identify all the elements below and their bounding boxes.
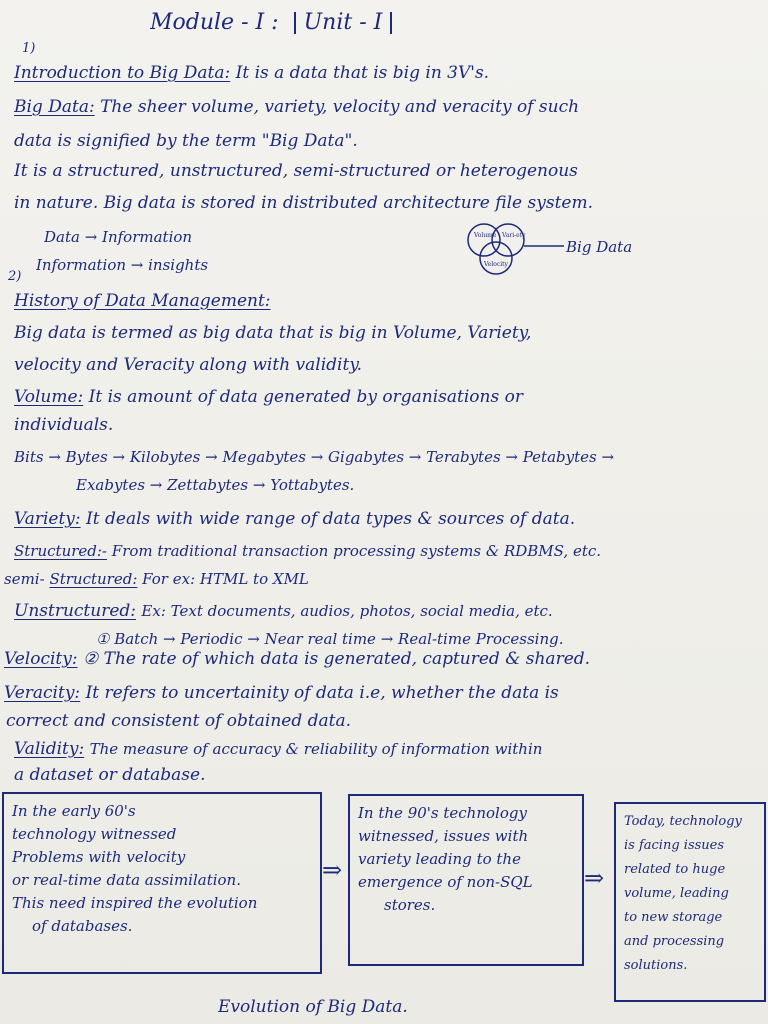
veracity-line <box>4 682 760 704</box>
box-60s-line: or real-time data assimilation. <box>12 871 241 889</box>
venn-label: Big Data <box>566 238 633 256</box>
box-today-line: volume, leading <box>624 886 729 901</box>
arrow-right-icon: ⇒ <box>322 856 343 884</box>
structured-text: From traditional transaction processing systems & RDBMS, etc. <box>111 542 602 560</box>
module-heading <box>150 12 760 34</box>
variety-line <box>14 508 760 530</box>
semi-structured-line <box>4 568 760 590</box>
box-today-line: to new storage <box>624 910 723 925</box>
history-text-2: velocity and Veracity along with validity. <box>14 355 363 375</box>
validity-label: Validity: <box>14 739 85 759</box>
box-60s-line: Problems with velocity <box>12 848 186 866</box>
variety-label: Variety: <box>14 509 81 529</box>
semi-prefix: semi- <box>4 570 45 588</box>
big-data-text-3: It is a structured, unstructured, semi-structured or heterogenous <box>14 161 578 181</box>
evolution-box-90s <box>348 794 584 966</box>
box-today-line: is facing issues <box>624 838 725 853</box>
box-today-line: related to huge <box>624 862 726 877</box>
flow-information-insights: Information → insights <box>36 256 209 274</box>
validity-line <box>14 738 760 760</box>
processing-line: ① Batch → Periodic → Near real time → Real-time Processing. <box>96 630 564 648</box>
evolution-caption: Evolution of Big Data. <box>218 997 408 1017</box>
big-data-label: Big Data: <box>14 97 95 117</box>
volume-text-2: individuals. <box>14 415 114 435</box>
big-data-text-1: The sheer volume, variety, velocity and veracity of such <box>100 97 580 117</box>
veracity-text-2: correct and consistent of obtained data. <box>6 711 351 731</box>
unit-label: Unit - I <box>294 12 393 34</box>
marker-one: 1) <box>22 41 36 56</box>
semi-structured-text: For ex: HTML to XML <box>142 570 309 588</box>
box-60s-line: This need inspired the evolution <box>12 894 258 912</box>
structured-line <box>14 540 760 562</box>
box-90s-line: In the 90's technology <box>358 804 527 822</box>
arrow-right-icon: ⇒ <box>584 864 605 892</box>
history-heading <box>14 290 760 312</box>
velocity-label: Velocity: <box>4 649 78 669</box>
veracity-text-1: It refers to uncertainity of data i.e, whether the data is <box>85 683 559 703</box>
evolution-box-60s <box>2 792 322 974</box>
intro-line <box>14 62 760 84</box>
box-today-line: and processing <box>624 934 725 949</box>
unstructured-line <box>14 600 760 622</box>
variety-text: It deals with wide range of data types & sources of data. <box>86 509 576 529</box>
box-90s-line: emergence of non-SQL <box>358 873 533 891</box>
venn-volume: Volume <box>474 232 497 239</box>
module-label: Module - I : <box>150 12 279 34</box>
box-60s-line: technology witnessed <box>12 825 177 843</box>
history-label: History of Data Management: <box>14 291 271 311</box>
validity-text-1: The measure of accuracy & reliability of information within <box>89 740 543 758</box>
venn-velocity: Velocity <box>484 261 508 268</box>
volume-line <box>14 386 760 408</box>
box-60s-line: In the early 60's <box>12 802 136 820</box>
veracity-label: Veracity: <box>4 683 81 703</box>
velocity-text: ② The rate of which data is generated, captured & shared. <box>82 649 591 669</box>
flow-data-information: Data → Information <box>44 228 193 246</box>
box-60s-line: of databases. <box>32 917 133 935</box>
units-line-2: Exabytes → Zettabytes → Yottabytes. <box>76 476 355 494</box>
volume-label: Volume: <box>14 387 84 407</box>
big-data-line <box>14 96 760 118</box>
big-data-text-2: data is signified by the term "Big Data". <box>14 131 358 151</box>
box-today-line: Today, technology <box>624 814 742 829</box>
intro-text: It is a data that is big in 3V's. <box>235 63 490 83</box>
box-90s-line: variety leading to the <box>358 850 521 868</box>
intro-label: Introduction to Big Data: <box>14 63 231 83</box>
semi-structured-label: Structured: <box>49 570 138 588</box>
validity-text-2: a dataset or database. <box>14 765 206 785</box>
unstructured-text: Ex: Text documents, audios, photos, social media, etc. <box>141 602 553 620</box>
velocity-line <box>4 648 760 670</box>
venn-variety: Vari-ety <box>502 232 526 239</box>
structured-label: Structured:- <box>14 542 107 560</box>
volume-text-1: It is amount of data generated by organisations or <box>88 387 523 407</box>
big-data-text-4: in nature. Big data is stored in distributed architecture file system. <box>14 193 593 213</box>
box-90s-line: stores. <box>384 896 436 914</box>
history-text-1: Big data is termed as big data that is big in Volume, Variety, <box>14 323 532 343</box>
marker-two: 2) <box>8 269 22 284</box>
evolution-box-today <box>614 802 766 1002</box>
unstructured-label: Unstructured: <box>14 601 137 621</box>
units-line-1: Bits → Bytes → Kilobytes → Megabytes → Gigabytes → Terabytes → Petabytes → <box>14 448 615 466</box>
box-90s-line: witnessed, issues with <box>358 827 529 845</box>
box-today-line: solutions. <box>624 958 688 973</box>
